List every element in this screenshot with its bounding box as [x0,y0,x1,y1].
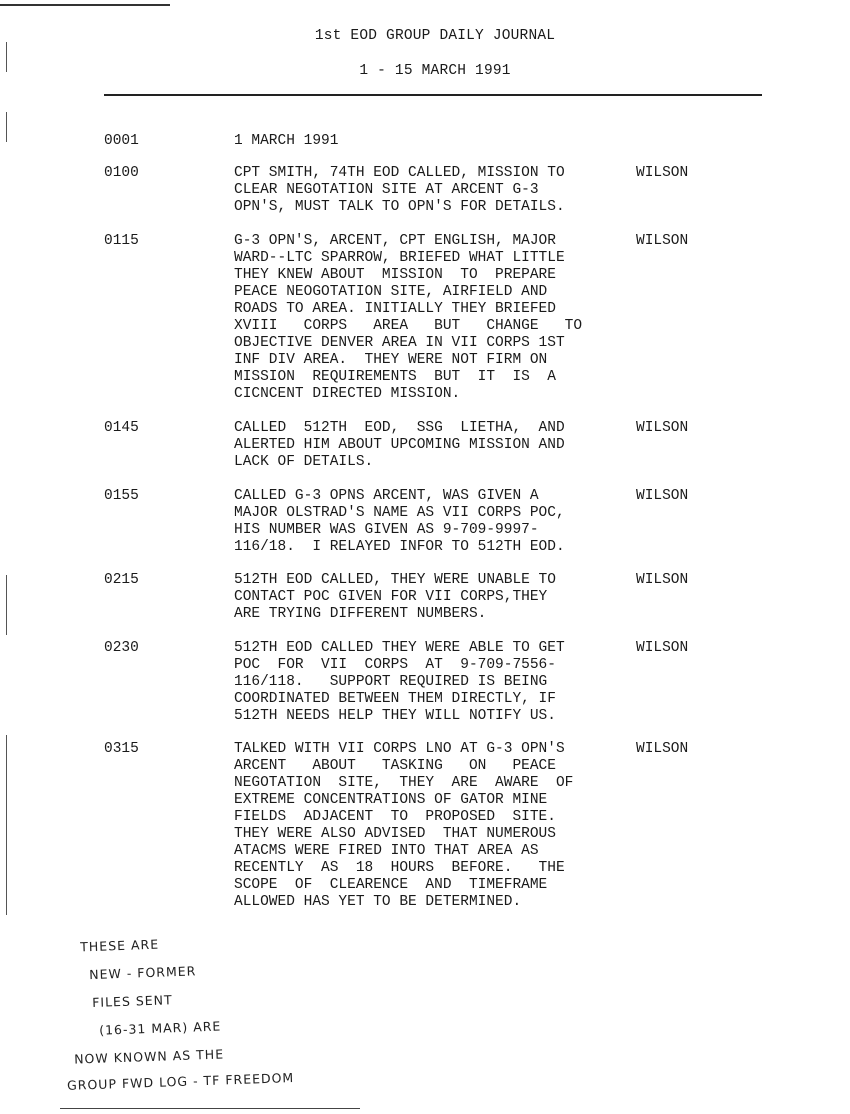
entry-text: TALKED WITH VII CORPS LNO AT G-3 OPN'S ARCENT ABOUT TASKING ON PEACE NEGOTATION SITE, THEY ARE AWARE OF EXTREME CONCENTRATIONS OF GATOR MINE FIELDS ADJACENT TO PROPOSED SITE. THEY WERE ALSO ADVISED THAT NUMEROUS ATACMS WERE FIRED INTO THAT AREA AS RECENTLY AS 18 HOURS BEFORE. THE SCOPE OF CLEARENCE AND TIMEFRAME ALLOWED HAS YET TO BE DETERMINED. [234,741,574,910]
header-rule [104,94,762,96]
scan-artifact-left [6,112,7,142]
entry-text: 512TH EOD CALLED THEY WERE ABLE TO GET POC FOR VII CORPS AT 9-709-7556- 116/118. SUPPORT REQUIRED IS BEING COORDINATED BETWEEN THEM DIRECTLY, IF 512TH NEEDS HELP THEY WILL NOTIFY US. [234,640,565,724]
entry-recorder: WILSON [636,233,689,249]
document-title: 1st EOD GROUP DAILY JOURNAL [314,28,556,44]
entry-recorder: WILSON [636,572,689,588]
entry-time: 0115 [104,233,139,249]
entry-time: 0100 [104,165,139,181]
entry-time: 0145 [104,420,139,436]
entry-time: 0001 [104,133,139,149]
entry-recorder: WILSON [636,420,689,436]
scan-artifact-left [6,575,7,635]
scan-artifact-top [0,4,170,6]
entry-time: 0230 [104,640,139,656]
handwritten-note [62,930,362,1093]
entry-text: 512TH EOD CALLED, THEY WERE UNABLE TO CONTACT POC GIVEN FOR VII CORPS,THEY ARE TRYING DIFFERENT NUMBERS. [234,572,556,622]
handwritten-line: GROUP FWD LOG - TF FREEDOM [66,1069,295,1093]
entry-text: CPT SMITH, 74TH EOD CALLED, MISSION TO CLEAR NEGOTATION SITE AT ARCENT G-3 OPN'S, MUST TALK TO OPN'S FOR DETAILS. [234,165,565,215]
entry-time: 0155 [104,488,139,504]
entry-text: 1 MARCH 1991 [234,133,339,149]
scan-artifact-left [6,735,7,915]
entry-recorder: WILSON [636,488,689,504]
handwritten-line: FILES SENT [91,992,173,1010]
entry-recorder: WILSON [636,165,689,181]
handwritten-line: NOW KNOWN AS THE [73,1046,225,1067]
entry-recorder: WILSON [636,741,689,757]
entry-time: 0315 [104,741,139,757]
entry-text: G-3 OPN'S, ARCENT, CPT ENGLISH, MAJOR WARD--LTC SPARROW, BRIEFED WHAT LITTLE THEY KNEW ABOUT MISSION TO PREPARE PEACE NEOGOTATION SITE, AIRFIELD AND ROADS TO AREA. INITIALLY THEY BRIEFED XVIII CORPS AREA BUT CHANGE TO OBJECTIVE DENVER AREA IN VII CORPS 1ST INF DIV AREA. THEY WERE NOT FIRM ON MISSION REQUIREMENTS BUT IT IS A CICNCENT DIRECTED MISSION. [234,233,583,402]
handwritten-line: (16-31 MAR) ARE [98,1018,222,1038]
entry-time: 0215 [104,572,139,588]
entry-text: CALLED 512TH EOD, SSG LIETHA, AND ALERTED HIM ABOUT UPCOMING MISSION AND LACK OF DETAILS. [234,420,565,470]
bottom-rule [60,1108,360,1109]
entry-text: CALLED G-3 OPNS ARCENT, WAS GIVEN A MAJOR OLSTRAD'S NAME AS VII CORPS POC, HIS NUMBER WAS GIVEN AS 9-709-9997- 116/18. I RELAYED INFOR TO 512TH EOD. [234,488,565,555]
entry-recorder: WILSON [636,640,689,656]
document-date-range: 1 - 15 MARCH 1991 [359,63,511,79]
handwritten-line: THESE ARE [79,936,160,955]
handwritten-line: NEW - FORMER [88,963,197,983]
